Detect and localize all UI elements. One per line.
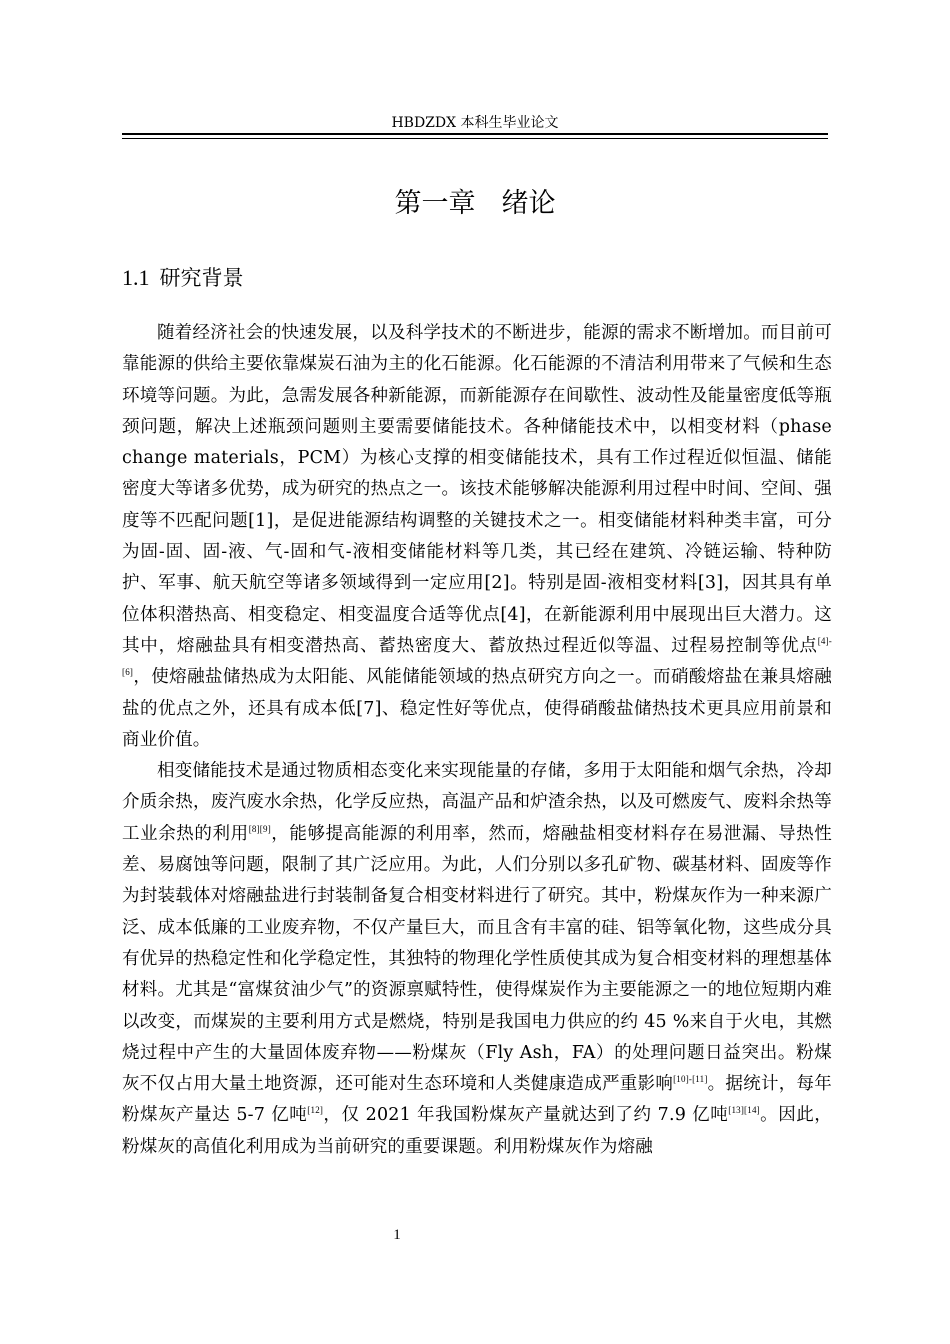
- paragraph-text: ，使熔融盐储热成为太阳能、风能储能领域的热点研究方向之一。而硝酸熔盐在兼具熔融盐的优点之外，还具有成本低[7]、稳定性好等优点，使得硝酸盐储热技术更具应用前景和商业价值。: [122, 667, 832, 750]
- chapter-title-text: 绪论: [501, 188, 556, 219]
- paragraph-text: ，仅 2021 年我国粉煤灰产量就达到了约 7.9 亿吨: [323, 1105, 729, 1126]
- body-paragraph: [122, 318, 832, 756]
- citation-superscript: [12]: [307, 1105, 324, 1116]
- paragraph-text: 相变储能技术是通过物质相态变化来实现能量的存储，多用于太阳能和烟气余热，冷却介质余热，废汽废水余热，化学反应热，高温产品和炉渣余热，以及可燃废气、废料余热等工业余热的利用: [122, 761, 832, 844]
- section-title-text: 研究背景: [159, 266, 244, 290]
- paragraph-text: 。因此，粉煤灰的高值化利用成为当前研究的重要课题。利用粉煤灰作为熔融: [122, 1105, 832, 1157]
- body-text: [122, 318, 832, 1163]
- running-header: HBDZDX 本科生毕业论文: [391, 115, 559, 131]
- section-number: 1.1: [122, 265, 150, 290]
- paragraph-text: 随着经济社会的快速发展，以及科学技术的不断进步，能源的需求不断增加。而目前可靠能源的供给主要依靠煤炭石油为主的化石能源。化石能源的不清洁利用带来了气候和生态环境等问题。为此，急需发展各种新能源，而新能源存在间歇性、波动性及能量密度低等瓶颈问题，解决上述瓶颈问题则主要需要储能技术。各种储能技术中，以相变材料（phase change materials，PCM）为核心支撑的相变储能技术，具有工作过程近似恒温、储能密度大等诸多优势，成为研究的热点之一。该技术能够解决能源利用过程中时间、空间、强度等不匹配问题[1]，是促进能源结构调整的关键技术之一。相变储能材料种类丰富，可分为固-固、固-液、气-固和气-液相变储能材料等几类，其已经在建筑、冷链运输、特种防护、军事、航天航空等诸多领域得到一定应用[2]。特别是固-液相变材料[3]，因其具有单位体积潜热高、相变稳定、相变温度合适等优点[4]，在新能源利用中展现出巨大潜力。这其中，熔融盐具有相变潜热高、蓄热密度大、蓄放热过程近似等温、过程易控制等优点: [122, 323, 832, 656]
- citation-superscript: [13][14]: [728, 1105, 760, 1116]
- section-heading: [122, 262, 244, 294]
- citation-superscript: [4]-[6]: [122, 635, 832, 678]
- citation-superscript: [10]-[11]: [673, 1074, 708, 1085]
- page-number: 1: [393, 1227, 401, 1243]
- chapter-number-label: 第一章: [394, 188, 476, 219]
- citation-superscript: [8][9]: [248, 823, 271, 834]
- paragraph-text: 。据统计，每年粉煤灰产量达 5-7 亿吨: [122, 1074, 833, 1126]
- chapter-title: [122, 186, 828, 222]
- body-paragraph: [122, 756, 832, 1163]
- paragraph-text: ，能够提高能源的利用率，然而，熔融盐相变材料存在易泄漏、导热性差、易腐蚀等问题，限制了其广泛应用。为此，人们分别以多孔矿物、碳基材料、固废等作为封装载体对熔融盐进行封装制备复合相变材料进行了研究。其中，粉煤灰作为一种来源广泛、成本低廉的工业废弃物，不仅产量巨大，而且含有丰富的硅、铝等氧化物，这些成分具有优异的热稳定性和化学稳定性，其独特的物理化学性质使其成为复合相变材料的理想基体材料。尤其是“富煤贫油少气”的资源禀赋特性，使得煤炭作为主要能源之一的地位短期内难以改变，而煤炭的主要利用方式是燃烧，特别是我国电力供应的约 45 %来自于火电，其燃烧过程中产生的大量固体废弃物——粉煤灰（Fly Ash，FA）的处理问题日益突出。粉煤灰不仅占用大量土地资源，还可能对生态环境和人类健康造成严重影响: [122, 823, 832, 1095]
- header-rule-thin: [122, 138, 828, 139]
- header-rule-thick: [122, 133, 828, 135]
